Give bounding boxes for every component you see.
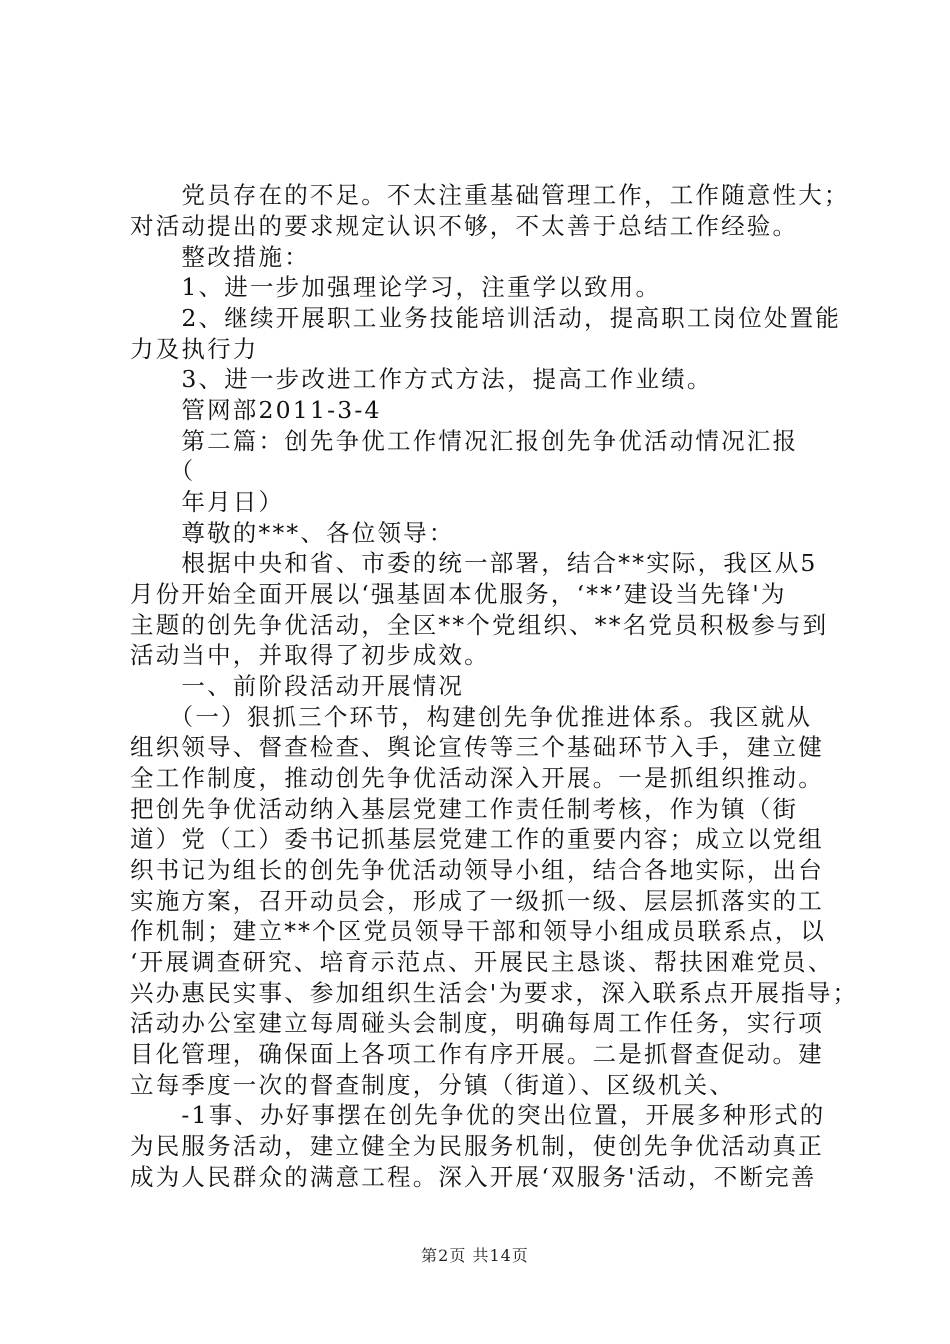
text-line: 力及执行力 bbox=[130, 335, 259, 363]
text-line: （ bbox=[130, 457, 196, 485]
page-number-footer: 第2页 共14页 bbox=[421, 1246, 529, 1265]
text-line: 尊敬的***、各位领导： bbox=[130, 519, 455, 547]
text-line: 整改措施： bbox=[130, 243, 310, 271]
text-line: 作机制；建立**个区党员领导干部和领导小组成员联系点，以 bbox=[130, 917, 827, 945]
text-line: 3、进一步改进工作方式方法，提高工作业绩。 bbox=[130, 365, 713, 393]
text-line: 年月日） bbox=[130, 488, 285, 516]
text-line: 2、继续开展职工业务技能培训活动，提高职工岗位处置能 bbox=[130, 304, 842, 332]
text-line: 月份开始全面开展以‘强基固本优服务，‘**’建设当先锋'为 bbox=[130, 580, 787, 608]
text-line: 第二篇：创先争优工作情况汇报创先争优活动情况汇报 bbox=[130, 427, 799, 455]
text-line: ‘开展调查研究、培育示范点、开展民主恳谈、帮扶困难党员、 bbox=[130, 948, 834, 976]
text-line: 织书记为组长的创先争优活动领导小组，结合各地实际，出台 bbox=[130, 856, 824, 884]
text-line: 根据中央和省、市委的统一部署，结合**实际，我区从5 bbox=[130, 549, 818, 577]
text-line: 道）党（工）委书记抓基层党建工作的重要内容；成立以党组 bbox=[130, 825, 824, 853]
text-line: 管网部2011-3-4 bbox=[130, 396, 382, 424]
text-line: 目化管理，确保面上各项工作有序开展。二是抓督查促动。建 bbox=[130, 1040, 824, 1068]
text-line: 成为人民群众的满意工程。深入开展‘双服务'活动，不断完善 bbox=[130, 1163, 817, 1191]
text-line: 主题的创先争优活动，全区**个党组织、**名党员积极参与到 bbox=[130, 611, 829, 639]
text-line: -1事、办好事摆在创先争优的突出位置，开展多种形式的 bbox=[130, 1101, 826, 1129]
text-line: 兴办惠民实事、参加组织生活会'为要求，深入联系点开展指导； bbox=[130, 979, 859, 1007]
text-line: 实施方案，召开动员会，形成了一级抓一级、层层抓落实的工 bbox=[130, 887, 824, 915]
text-line: 活动办公室建立每周碰头会制度，明确每周工作任务，实行项 bbox=[130, 1009, 824, 1037]
text-line: 对活动提出的要求规定认识不够，不太善于总结工作经验。 bbox=[130, 212, 799, 240]
text-line: 立每季度一次的督查制度，分镇（街道）、区级机关、 bbox=[130, 1071, 736, 1099]
text-line: 组织领导、督查检查、舆论宣传等三个基础环节入手，建立健 bbox=[130, 733, 824, 761]
text-line: 活动当中，并取得了初步成效。 bbox=[130, 641, 490, 669]
text-line: 把创先争优活动纳入基层党建工作责任制考核，作为镇（街 bbox=[130, 795, 799, 823]
text-line: 1、进一步加强理论学习，注重学以致用。 bbox=[130, 273, 662, 301]
text-line: （一）狠抓三个环节，构建创先争优推进体系。我区就从 bbox=[130, 703, 813, 731]
text-line: 为民服务活动，建立健全为民服务机制，使创先争优活动真正 bbox=[130, 1132, 824, 1160]
text-line: 一、前阶段活动开展情况 bbox=[130, 672, 465, 700]
text-line: 党员存在的不足。不太注重基础管理工作，工作随意性大； bbox=[130, 181, 850, 209]
text-line: 全工作制度，推动创先争优活动深入开展。一是抓组织推动。 bbox=[130, 764, 824, 792]
